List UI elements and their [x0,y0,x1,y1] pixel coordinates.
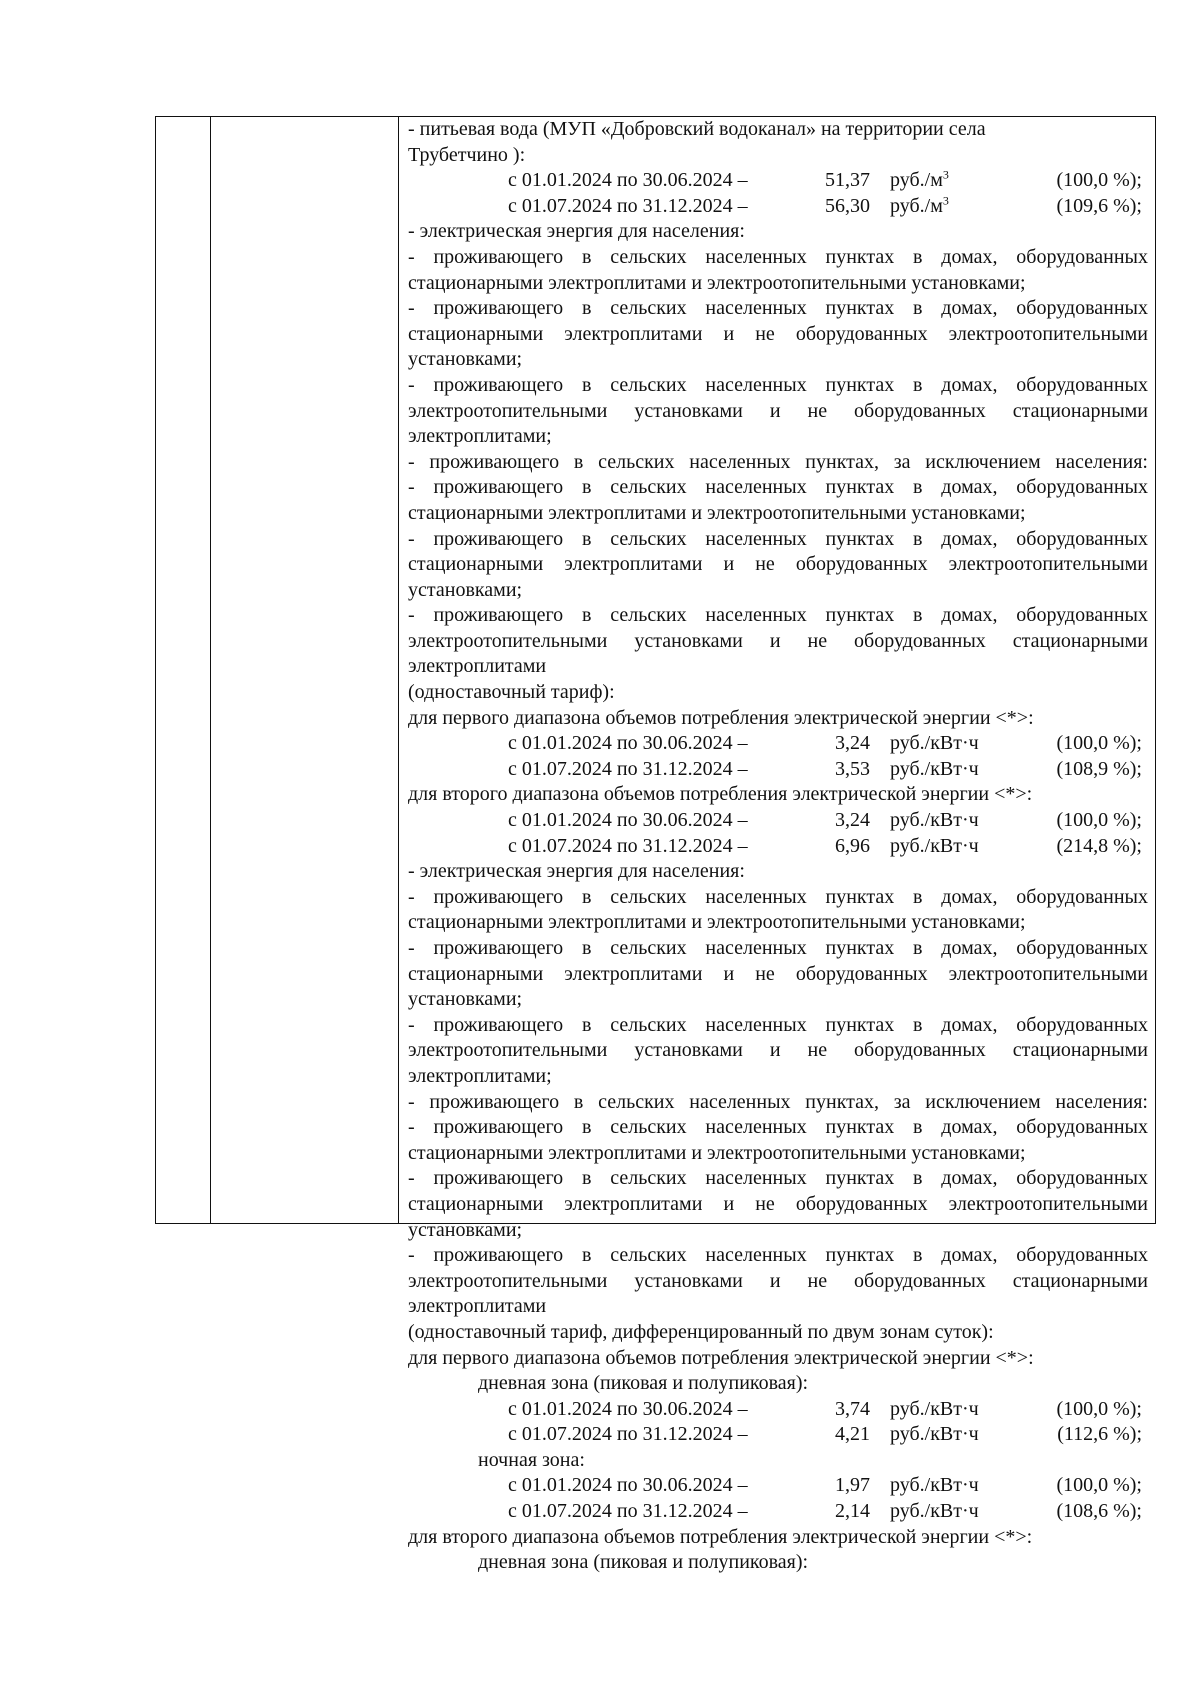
text-line: - проживающего в сельских населенных пунктах в домах, оборудованных [408,604,1148,627]
text-line: - проживающего в сельских населенных пунктах в домах, оборудованных [408,1116,1148,1139]
tariff-rate-row [408,168,1148,194]
rate-value: 56,30 [825,194,870,217]
text-line: установками; [408,988,523,1011]
text-line: стационарными электроплитами и не оборудованных электроотопительными [408,322,1148,345]
rate-value: 2,14 [835,1500,870,1523]
rate-percent: (100,0 %); [1056,169,1142,192]
rate-value: 3,74 [835,1397,870,1420]
column-divider-2 [398,117,399,1223]
rate-value: 3,24 [835,809,870,832]
text-line: - проживающего в сельских населенных пунктах в домах, оборудованных [408,1013,1148,1036]
text-line: электроотопительными установками и не оборудованных стационарными [408,1039,1148,1062]
rate-value: 6,96 [835,834,870,857]
text-line: - проживающего в сельских населенных пунктах в домах, оборудованных [408,1244,1148,1267]
rate-percent: (108,6 %); [1056,1500,1142,1523]
rate-unit: $руб./м^3$ [890,193,949,217]
tariff-rate-row [408,1499,1148,1525]
text-line: - проживающего в сельских населенных пунктах в домах, оборудованных [408,885,1148,908]
text-line: для первого диапазона объемов потребления электрической энергии <*>: [408,706,1034,729]
rate-value: 4,21 [835,1423,870,1446]
text-line: стационарными электроплитами и электроотопительными установками; [408,1141,1026,1164]
column-divider-1 [210,117,211,1223]
text-line: стационарными электроплитами и не оборудованных электроотопительными [408,962,1148,985]
text-line: установками; [408,578,523,601]
text-line: дневная зона (пиковая и полупиковая): [478,1372,809,1395]
text-line: для первого диапазона объемов потребления электрической энергии <*>: [408,1346,1034,1369]
unit-superscript: 3 [942,193,949,208]
text-line: электроплитами; [408,1064,552,1087]
rate-period: с 01.07.2024 по 31.12.2024 – [508,194,748,217]
tariff-rate-row [408,731,1148,757]
text-line: электроотопительными установками и не оборудованных стационарными [408,399,1148,422]
rate-percent: (112,6 %); [1057,1423,1142,1446]
text-line: (одноставочный тариф, дифференцированный по двум зонам суток): [408,1320,994,1343]
rate-percent: (214,8 %); [1056,834,1142,857]
rate-unit: $руб./м^3$ [890,167,949,192]
text-line: - проживающего в сельских населенных пунктах в домах, оборудованных [408,245,1148,268]
rate-unit: руб./кВт·ч [890,1397,979,1420]
text-line: - питьевая вода (МУП «Добровский водоканал» на территории села [408,118,986,140]
text-line: установками; [408,348,523,371]
rate-unit: руб./кВт·ч [890,1474,979,1497]
tariff-rate-row [408,1397,1148,1423]
rate-period: с 01.07.2024 по 31.12.2024 – [508,834,748,857]
text-line: - проживающего в сельских населенных пунктах в домах, оборудованных [408,373,1148,396]
text-line: стационарными электроплитами и электроотопительными установками; [408,271,1026,294]
text-line: - проживающего в сельских населенных пунктах, за исключением населения: [408,450,1148,473]
tariff-rate-row [408,194,1148,220]
text-line: - проживающего в сельских населенных пунктах в домах, оборудованных [408,527,1148,550]
rate-period: с 01.01.2024 по 30.06.2024 – [508,1474,748,1497]
rate-value: 3,53 [835,757,870,780]
text-line: - проживающего в сельских населенных пунктах в домах, оборудованных [408,476,1148,499]
text-line: Трубетчино ): [408,143,526,166]
text-line: стационарными электроплитами и не оборудованных электроотопительными [408,553,1148,576]
rate-percent: (108,9 %); [1056,757,1142,780]
rate-unit: руб./кВт·ч [890,834,979,857]
tariff-table [155,116,1156,1574]
tariff-rate-row [408,808,1148,834]
rate-percent: (100,0 %); [1056,809,1142,832]
rate-period: с 01.07.2024 по 31.12.2024 – [508,1500,748,1523]
text-line: установками; [408,1218,523,1241]
rate-value: 3,24 [835,732,870,755]
rate-percent: (100,0 %); [1056,1474,1142,1497]
rate-unit: руб./кВт·ч [890,1423,979,1446]
rate-percent: (100,0 %); [1056,1397,1142,1420]
rate-value: 51,37 [825,169,870,192]
text-line: дневная зона (пиковая и полупиковая): [478,1551,809,1574]
rate-period: с 01.01.2024 по 30.06.2024 – [508,1397,748,1420]
text-line: для второго диапазона объемов потребления электрической энергии <*>: [408,783,1033,806]
rate-value: 1,97 [835,1474,870,1497]
tariff-rate-row [408,834,1148,860]
text-line: (одноставочный тариф): [408,681,615,704]
text-line: - электрическая энергия для населения: [408,220,745,243]
text-line: - проживающего в сельских населенных пунктах, за исключением населения: [408,1090,1148,1113]
rate-unit: руб./кВт·ч [890,1500,979,1523]
text-line: - проживающего в сельских населенных пунктах в домах, оборудованных [408,297,1148,320]
text-line: - проживающего в сельских населенных пунктах в домах, оборудованных [408,1167,1148,1190]
text-line: стационарными электроплитами и электроотопительными установками; [408,501,1026,524]
rate-percent: (109,6 %); [1056,194,1142,217]
rate-unit: руб./кВт·ч [890,809,979,832]
text-line: электроплитами; [408,425,552,448]
text-line: стационарными электроплитами и не оборудованных электроотопительными [408,1192,1148,1215]
text-line: электроотопительными установками и не оборудованных стационарными [408,629,1148,652]
rate-period: с 01.07.2024 по 31.12.2024 – [508,1423,748,1446]
text-line: стационарными электроплитами и электроотопительными установками; [408,911,1026,934]
rate-unit: руб./кВт·ч [890,732,979,755]
rate-percent: (100,0 %); [1056,732,1142,755]
text-line: - электрическая энергия для населения: [408,860,745,883]
text-line: для второго диапазона объемов потребления электрической энергии <*>: [408,1525,1033,1548]
rate-period: с 01.01.2024 по 30.06.2024 – [508,809,748,832]
text-line: ночная зона: [478,1448,585,1471]
text-line: электроплитами [408,655,547,678]
rate-period: с 01.01.2024 по 30.06.2024 – [508,732,748,755]
rate-period: с 01.01.2024 по 30.06.2024 – [508,169,748,192]
text-line: электроотопительными установками и не оборудованных стационарными [408,1269,1148,1292]
tariff-rate-row [408,1473,1148,1499]
rate-unit: руб./кВт·ч [890,757,979,780]
unit-superscript: 3 [942,167,949,182]
text-line: электроплитами [408,1295,547,1318]
tariff-text-cell [408,117,1148,1576]
text-line: - проживающего в сельских населенных пунктах в домах, оборудованных [408,937,1148,959]
tariff-rate-row [408,1422,1148,1448]
rate-period: с 01.07.2024 по 31.12.2024 – [508,757,748,780]
tariff-rate-row [408,757,1148,783]
